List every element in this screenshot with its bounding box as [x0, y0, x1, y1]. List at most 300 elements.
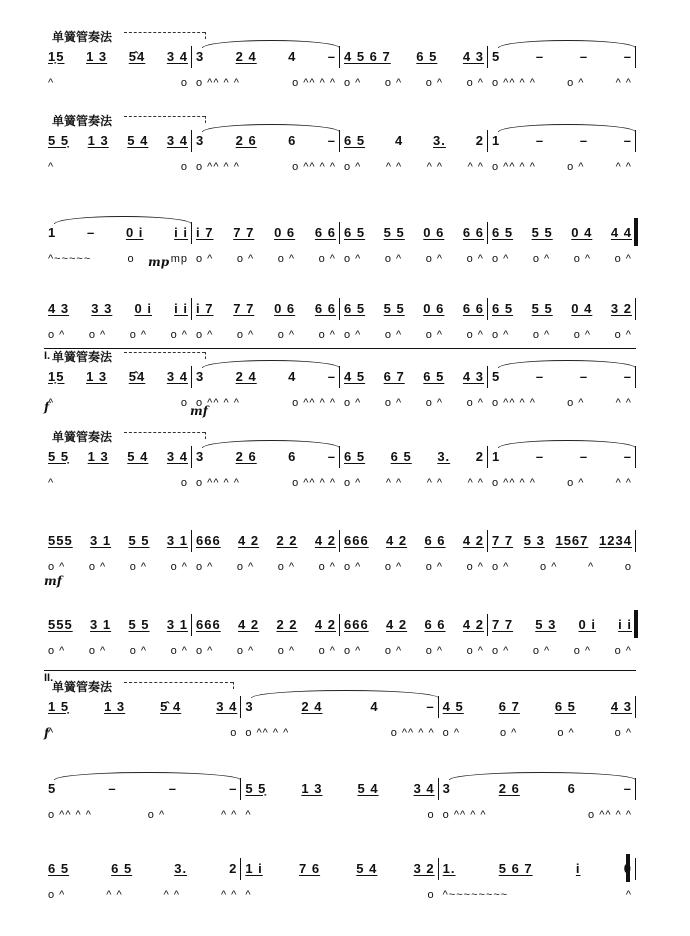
articulation-group: o ^^ ^ ^ [588, 809, 632, 821]
note-group: 6 [288, 448, 297, 464]
note-group: – [327, 48, 336, 64]
articulation-group: o ^ [466, 397, 484, 409]
measure-notes [340, 224, 488, 240]
note-group: 4 [370, 698, 379, 714]
note-group: 4 [394, 132, 404, 148]
measure-notes [44, 132, 192, 148]
articulation-group: ^ [48, 161, 55, 173]
note-group: 3 4 [166, 368, 188, 384]
articulation-marks [340, 396, 488, 410]
note-group: 3. [433, 132, 446, 148]
articulation-group: ^~~~~~ [48, 253, 92, 265]
technique-extent-line [124, 116, 205, 117]
note-group: 2 6 [498, 780, 520, 796]
note-group: 0 6 [423, 300, 445, 316]
note-group: 6 6 [462, 224, 484, 240]
measure-notes [439, 698, 636, 714]
barline-start [43, 298, 44, 320]
note-group: 3 4 [216, 698, 238, 714]
articulation-marks [44, 476, 192, 490]
note-group: 5 4 [127, 132, 149, 148]
dynamic-marking: f [44, 400, 50, 414]
phrase-slur [54, 772, 241, 780]
note-group: 4 2 [386, 616, 408, 632]
measure-notes [488, 616, 636, 632]
articulation-group: ^ [48, 477, 55, 489]
articulation-group: o ^ [196, 329, 214, 341]
note-group: 0 6 [423, 224, 445, 240]
note-group: 6 5 [416, 48, 438, 64]
articulation-group: o ^^ ^ ^ [442, 809, 487, 821]
articulation-group: o ^ [170, 561, 188, 573]
barline-start [43, 130, 44, 152]
note-group: 4 5 [442, 698, 464, 714]
articulation-group: o ^ [48, 329, 66, 341]
note-group: – [426, 698, 435, 714]
measure-notes [44, 860, 241, 876]
articulation-group: o ^ [532, 253, 551, 265]
note-group: – [579, 448, 589, 464]
articulation-marks [192, 476, 340, 490]
measure-notes [340, 448, 488, 464]
articulation-group: o ^ [277, 645, 296, 657]
note-group: 3 [196, 48, 205, 64]
measure-notes [340, 616, 488, 632]
articulation-marks [488, 476, 636, 490]
note-group: – [327, 132, 336, 148]
note-group: 3 2 [413, 860, 435, 876]
articulation-marks [192, 560, 340, 574]
articulation-marks [340, 76, 488, 90]
articulation-group: o ^^ ^ ^ [196, 477, 240, 489]
articulation-marks [44, 808, 241, 822]
note-group: i 7 [196, 300, 214, 316]
articulation-group: o ^ [147, 809, 166, 821]
articulation-group: o ^ [277, 561, 296, 573]
articulation-group: ^ ^ [615, 77, 632, 89]
articulation-group: o ^ [344, 77, 362, 89]
articulation-group: o ^ [344, 477, 362, 489]
section-II-label: II. [44, 672, 54, 684]
measure-notes [488, 132, 636, 148]
barline-start [43, 366, 44, 388]
note-group: 4 [288, 368, 297, 384]
articulation-group: ^ ^ [385, 161, 403, 173]
note-group: 3 4 [166, 448, 188, 464]
articulation-group: o ^ [614, 253, 632, 265]
barline-start [43, 222, 44, 244]
articulation-group: ^ ^ [426, 161, 444, 173]
note-group: 5 5̣ [48, 132, 70, 148]
articulation-group: o ^^ ^ ^ [292, 161, 336, 173]
note-group: 2 2 [276, 532, 298, 548]
phrase-slur [449, 772, 636, 780]
articulation-group: o ^ [384, 77, 403, 89]
articulation-group: o ^ [425, 329, 444, 341]
note-group: 1 [492, 132, 501, 148]
articulation-group: o ^ [532, 645, 551, 657]
note-group: i i [174, 224, 188, 240]
articulation-marks [340, 160, 488, 174]
note-group: 1̣5 [48, 48, 65, 64]
barline-start [43, 778, 44, 800]
note-group: 666 [344, 616, 369, 632]
note-group: 7 6 [299, 860, 321, 876]
articulation-group: o ^ [318, 329, 336, 341]
note-group: 5̂4 [128, 48, 146, 64]
note-group: 3. [174, 860, 188, 876]
articulation-group: o [624, 561, 632, 573]
note-group: 5 3 [535, 616, 557, 632]
note-group: 3 [196, 448, 205, 464]
note-group: 6 6 [314, 300, 336, 316]
note-group: 1234 [599, 532, 632, 548]
articulation-group: o ^ [318, 253, 336, 265]
note-group: 1 3 [87, 448, 109, 464]
section-divider [44, 670, 636, 671]
articulation-group: o [180, 477, 188, 489]
note-group: 4 2 [238, 616, 260, 632]
articulation-group: o ^ [466, 253, 484, 265]
articulation-group: o ^ [129, 329, 148, 341]
measure-notes [192, 448, 340, 464]
note-group: 4 2 [314, 532, 336, 548]
note-group: 6 5 [492, 224, 514, 240]
articulation-group: ^ ^ [467, 477, 484, 489]
articulation-group: o ^^ ^ ^ [492, 397, 536, 409]
note-group: 4 5 [344, 368, 366, 384]
articulation-group: ^~~~~~~~~ [442, 889, 509, 901]
articulation-group: o ^^ ^ ^ [245, 727, 290, 739]
barline [635, 778, 636, 800]
articulation-marks [488, 560, 636, 574]
articulation-marks [340, 252, 488, 266]
note-group: 3 4 [166, 132, 188, 148]
articulation-group: o ^ [88, 561, 107, 573]
barline [635, 46, 636, 68]
measure-notes [192, 132, 340, 148]
articulation-group: o ^ [425, 561, 444, 573]
technique-label: 单簧管奏法 [52, 680, 113, 694]
dynamic-marking: f [44, 726, 50, 740]
note-group: 6 5 [111, 860, 133, 876]
note-group: 1 3 [301, 780, 323, 796]
articulation-group: o ^^ ^ ^ [196, 397, 240, 409]
phrase-slur [498, 40, 636, 48]
note-group: – [579, 48, 589, 64]
articulation-group: ^ [48, 77, 55, 89]
articulation-group: o ^ [492, 645, 510, 657]
articulation-group: o ^ [614, 727, 632, 739]
articulation-marks [44, 252, 192, 266]
note-group: 4 [288, 48, 297, 64]
articulation-group: ^ ^ [220, 889, 238, 901]
barline [635, 696, 636, 718]
note-group: 5 [492, 48, 501, 64]
note-group: – [168, 780, 177, 796]
note-group: 1̣5 [48, 368, 65, 384]
measure-notes [241, 780, 438, 796]
articulation-group: o ^ [318, 645, 336, 657]
note-group: – [623, 448, 632, 464]
articulation-group: o ^^ ^ ^ [292, 397, 336, 409]
barline [635, 530, 636, 552]
articulation-group: ^ ^ [385, 477, 403, 489]
note-group: 3 [442, 780, 451, 796]
articulation-marks [241, 726, 438, 740]
note-group: – [327, 368, 336, 384]
articulation-group: ^ [588, 561, 595, 573]
measure-notes [192, 300, 340, 316]
articulation-group: o ^ [384, 645, 403, 657]
phrase-slur [202, 360, 340, 368]
note-group: 3 [196, 132, 205, 148]
note-group: 0 4 [571, 224, 593, 240]
note-group: – [623, 780, 632, 796]
note-group: 5 5 [531, 224, 553, 240]
note-group: i i [618, 616, 632, 632]
note-group: 5 4 [357, 780, 379, 796]
articulation-group: ^ [245, 809, 252, 821]
measure-notes [340, 532, 488, 548]
barline-start [43, 696, 44, 718]
note-group: 4 2 [462, 616, 484, 632]
articulation-group: o ^ [196, 253, 214, 265]
barline [635, 446, 636, 468]
note-group: 6 [288, 132, 297, 148]
note-group: 1 i [245, 860, 263, 876]
articulation-group: o ^ [573, 253, 592, 265]
measure-notes [44, 448, 192, 464]
note-group: – [579, 368, 589, 384]
articulation-group: o ^ [344, 645, 362, 657]
articulation-marks [340, 560, 488, 574]
barline-start [43, 46, 44, 68]
note-group: 6 6 [314, 224, 336, 240]
note-group: – [623, 132, 632, 148]
phrase-slur [498, 360, 636, 368]
measure-notes [192, 532, 340, 548]
articulation-group: o ^ [573, 329, 592, 341]
technique-extent-line [124, 432, 205, 433]
measure-notes [192, 368, 340, 384]
phrase-slur [202, 124, 340, 132]
articulation-group: o ^ [236, 253, 255, 265]
articulation-group: o ^ [344, 253, 362, 265]
note-group: 5 5̣ [48, 448, 70, 464]
note-group: 2 6 [235, 132, 257, 148]
note-group: 0 i [134, 300, 152, 316]
phrase-slur [498, 124, 636, 132]
note-group: – [327, 448, 336, 464]
measure-notes [44, 532, 192, 548]
measure-notes [44, 780, 241, 796]
articulation-group: o [127, 253, 135, 265]
note-group: 4 3 [610, 698, 632, 714]
barline-start [43, 530, 44, 552]
note-group: – [623, 48, 632, 64]
measure-notes [44, 616, 192, 632]
articulation-group: o ^ [466, 645, 484, 657]
articulation-group: o ^ [236, 329, 255, 341]
note-group: 2 4 [235, 368, 257, 384]
note-group: 2 6 [235, 448, 257, 464]
measure-notes [439, 780, 636, 796]
note-group: 4 5 6 7 [344, 48, 391, 64]
articulation-group: o ^ [88, 329, 107, 341]
note-group: – [229, 780, 238, 796]
note-group: 4 2 [462, 532, 484, 548]
note-group: 6 [567, 780, 576, 796]
articulation-marks [340, 476, 488, 490]
note-group: 1 3 [104, 698, 126, 714]
note-group: 1 3 [87, 132, 109, 148]
articulation-group: o ^ [567, 77, 585, 89]
note-group: 6 5 [48, 860, 70, 876]
measure-notes [192, 224, 340, 240]
note-group: 0 4 [571, 300, 593, 316]
dynamic-marking: mf [44, 574, 62, 588]
articulation-group: o ^ [532, 329, 551, 341]
articulation-marks [192, 252, 340, 266]
measure-notes [488, 48, 636, 64]
articulation-marks [192, 160, 340, 174]
articulation-group: ^ [48, 397, 55, 409]
measure-notes [44, 368, 192, 384]
articulation-group: o ^ [196, 561, 214, 573]
articulation-marks [192, 644, 340, 658]
articulation-group: o ^ [492, 253, 510, 265]
articulation-group: o [427, 889, 435, 901]
articulation-marks [488, 76, 636, 90]
note-group: 3 4 [413, 780, 435, 796]
articulation-group: o ^ [540, 561, 558, 573]
note-group: 2 [475, 132, 484, 148]
note-group: 1 3 [86, 368, 108, 384]
note-group: – [535, 48, 545, 64]
articulation-group: o ^ [129, 645, 148, 657]
note-group: 555 [48, 616, 73, 632]
note-group: 2 4 [301, 698, 323, 714]
barline-start [43, 858, 44, 880]
section-I-label: I. [44, 350, 51, 362]
articulation-group: o ^ [425, 645, 444, 657]
articulation-group: o ^^ ^ ^ [292, 77, 336, 89]
articulation-marks [488, 644, 636, 658]
articulation-group: o ^ [344, 397, 362, 409]
measure-notes [241, 698, 438, 714]
articulation-marks [44, 328, 192, 342]
articulation-group: ^ ^ [220, 809, 238, 821]
articulation-group: o ^ [557, 727, 575, 739]
dynamic-marking: mf [190, 404, 208, 418]
note-group: 5 5 [531, 300, 553, 316]
articulation-group: o ^ [442, 727, 460, 739]
articulation-marks [44, 160, 192, 174]
barline [635, 130, 636, 152]
note-group: – [108, 780, 117, 796]
measure-notes [241, 860, 438, 876]
articulation-marks [192, 76, 340, 90]
note-group: 3 2 [610, 300, 632, 316]
articulation-marks [44, 726, 241, 740]
note-group: 4 2 [314, 616, 336, 632]
articulation-group: o ^^ ^ ^ [492, 477, 536, 489]
section-divider [44, 348, 636, 349]
note-group: 666 [196, 616, 221, 632]
articulation-group: ^ ^ [615, 161, 632, 173]
note-group: 3 1 [90, 532, 112, 548]
note-group: 4 4 [610, 224, 632, 240]
note-group: 3 1 [166, 616, 188, 632]
note-group: 6 5 [423, 368, 445, 384]
note-group: 6 5 [344, 224, 366, 240]
articulation-group: ^ ^ [467, 161, 484, 173]
measure-notes [44, 300, 192, 316]
articulation-marks [44, 560, 192, 574]
note-group: 0 6 [274, 224, 296, 240]
note-group: 5 5̣ [245, 780, 267, 796]
articulation-group: o ^^ ^ ^ [48, 809, 92, 821]
measure-notes [488, 300, 636, 316]
note-group: i i [174, 300, 188, 316]
articulation-marks [44, 396, 192, 410]
articulation-group: o ^^ ^ ^ [492, 77, 536, 89]
note-group: 5 [492, 368, 501, 384]
final-barline [623, 854, 632, 882]
note-group: 0 i [578, 616, 596, 632]
technique-label: 单簧管奏法 [52, 30, 113, 44]
articulation-group: o ^ [236, 645, 255, 657]
articulation-group: o [180, 161, 188, 173]
note-group: 5 5 [383, 224, 405, 240]
measure-notes [340, 48, 488, 64]
articulation-group: ^ ^ [615, 397, 632, 409]
dynamic-marking: mp [148, 255, 170, 269]
barline-start [43, 446, 44, 468]
articulation-group: o ^^ ^ ^ [492, 161, 536, 173]
articulation-group: o ^^ ^ ^ [390, 727, 435, 739]
articulation-group: o [180, 397, 188, 409]
note-group: 5 5 [128, 532, 150, 548]
note-group: – [579, 132, 589, 148]
articulation-group: o ^ [384, 397, 403, 409]
note-group: 2 4 [235, 48, 257, 64]
articulation-group: o ^ [614, 645, 632, 657]
measure-notes [340, 132, 488, 148]
note-group: 4 3 [48, 300, 70, 316]
articulation-group: o [427, 809, 435, 821]
phrase-slur [202, 40, 340, 48]
note-group: 4 3 [462, 48, 484, 64]
note-group: – [86, 224, 96, 240]
articulation-marks [44, 76, 192, 90]
note-group: 6 5 [344, 300, 366, 316]
note-group: 2 [229, 860, 238, 876]
articulation-group: o ^ [425, 397, 444, 409]
articulation-marks [44, 888, 241, 902]
note-group: 6 6 [424, 616, 446, 632]
phrase-slur [498, 440, 636, 448]
articulation-group: o ^ [170, 329, 188, 341]
articulation-group: ^ [245, 889, 252, 901]
note-group: 4 2 [238, 532, 260, 548]
barline [635, 298, 636, 320]
note-group: 0 6 [274, 300, 296, 316]
note-group: 5̂ 4 [160, 698, 182, 714]
articulation-group: o [230, 727, 238, 739]
articulation-group: o ^ [567, 397, 585, 409]
